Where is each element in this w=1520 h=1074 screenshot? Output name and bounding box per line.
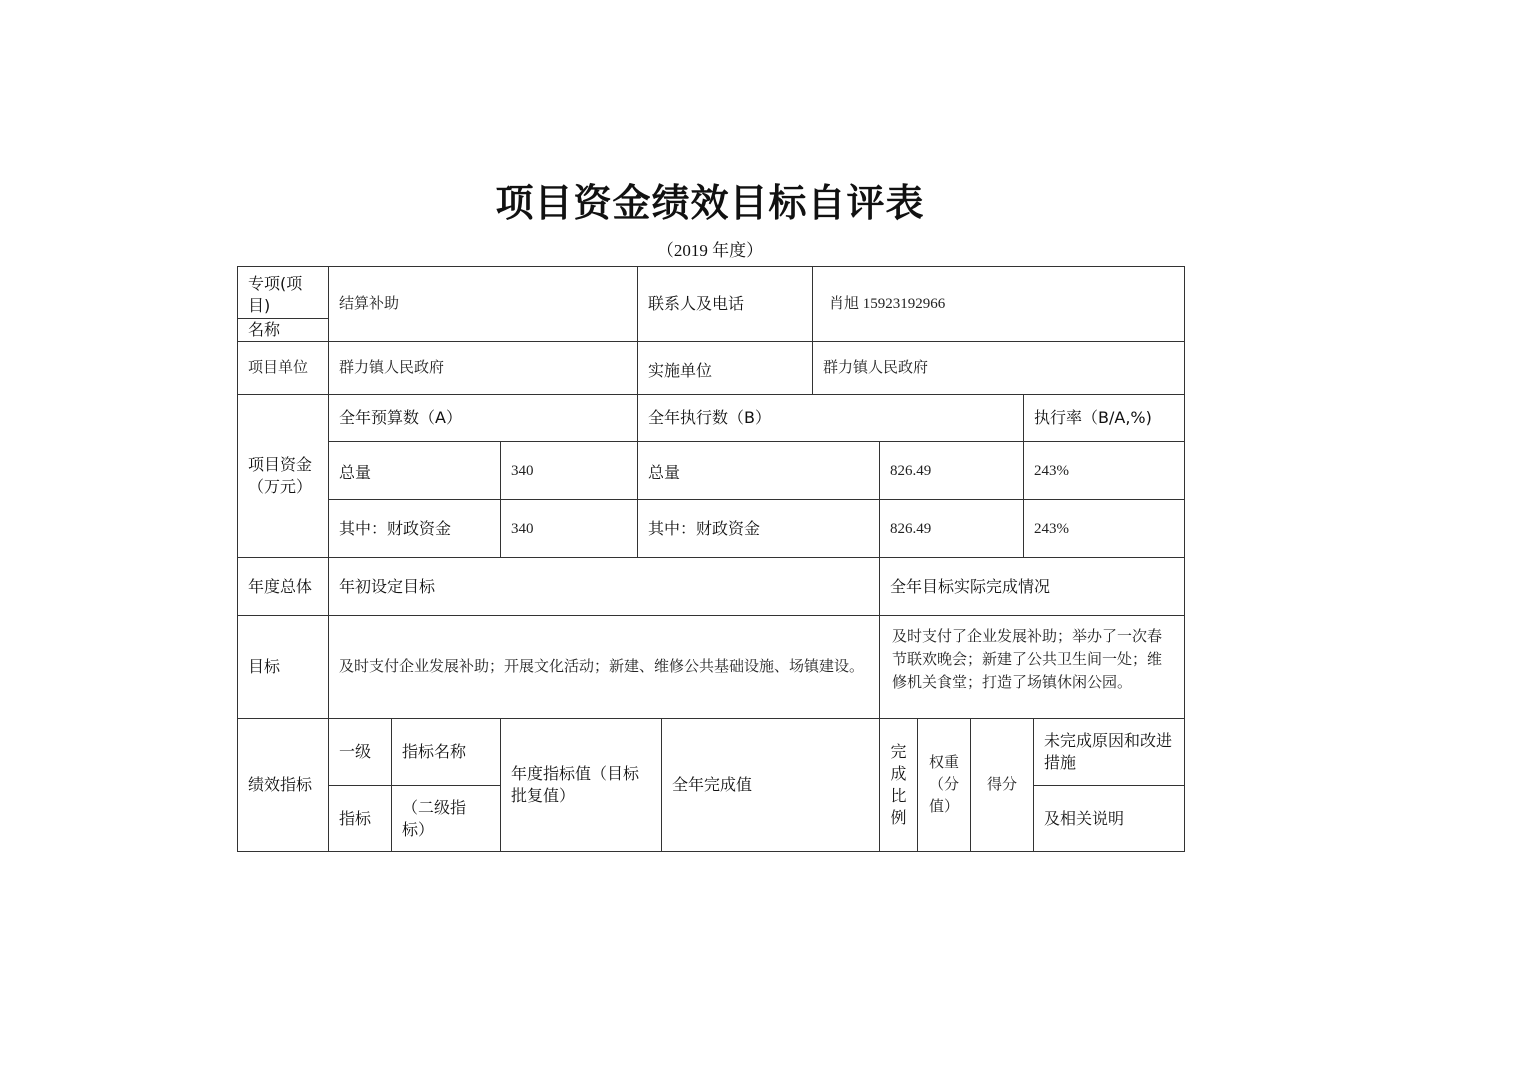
unit-label <box>237 341 329 395</box>
indicators-label <box>237 718 329 852</box>
fiscal-exec-value <box>879 499 1024 558</box>
total-exec-value-text: 826.49 <box>890 462 932 479</box>
reason-header-top-text: 未完成原因和改进措施 <box>1044 731 1173 772</box>
score-header <box>970 718 1034 852</box>
funds-label <box>237 394 329 558</box>
year-subtitle: （2019 年度） <box>656 241 764 260</box>
initial-goal-header-text: 年初设定目标 <box>339 576 436 596</box>
weight-header <box>917 718 971 852</box>
contact-label <box>637 266 813 342</box>
indicator-name-top-text: 指标名称 <box>402 742 467 761</box>
total-exec-label <box>637 441 880 500</box>
total-budget-value <box>500 441 638 500</box>
initial-goal-text-content: 及时支付企业发展补助；开展文化活动；新建、维修公共基础设施、场镇建设。 <box>339 658 865 675</box>
project-name-label-2 <box>237 318 329 342</box>
impl-value <box>812 341 1185 395</box>
full-year-header <box>661 718 880 852</box>
completion-ratio-header <box>879 718 918 852</box>
level1-top-text: 一级 <box>339 742 372 761</box>
fiscal-rate-value <box>1023 499 1185 558</box>
unit-value-text: 群力镇人民政府 <box>339 360 445 376</box>
reason-header-bottom <box>1033 785 1185 852</box>
initial-goal-text <box>328 615 880 719</box>
reason-header-top <box>1033 718 1185 786</box>
actual-goal-header <box>879 557 1185 616</box>
indicator-name-bottom-text: （二级指标） <box>402 797 467 839</box>
total-budget-label <box>328 441 501 500</box>
score-header-text: 得分 <box>986 777 1017 793</box>
initial-goal-header <box>328 557 880 616</box>
fiscal-exec-value-text: 826.49 <box>890 520 932 537</box>
contact-value <box>812 266 1185 342</box>
contact-value-text: 肖旭 15923192966 <box>829 296 946 312</box>
project-name-label-text: 专项(项目) <box>248 274 303 315</box>
goals-label-bottom <box>237 615 329 719</box>
total-rate-value-text: 243% <box>1034 462 1069 479</box>
goals-label-top-text: 年度总体 <box>248 576 313 596</box>
weight-header-text: 权重（分值） <box>928 755 959 815</box>
actual-goal-header-text: 全年目标实际完成情况 <box>890 576 1051 596</box>
fiscal-budget-value <box>500 499 638 558</box>
rate-header <box>1023 394 1185 442</box>
impl-label <box>637 341 813 395</box>
fiscal-budget-value-text: 340 <box>511 520 534 537</box>
fiscal-budget-label <box>328 499 501 558</box>
project-name-value <box>328 266 638 342</box>
total-exec-value <box>879 441 1024 500</box>
actual-goal-text <box>879 615 1185 719</box>
level1-bottom-text: 指标 <box>339 808 372 828</box>
goals-label-top <box>237 557 329 616</box>
budget-header <box>328 394 638 442</box>
level1-bottom <box>328 785 392 852</box>
funds-label-text: 项目资金（万元） <box>248 455 313 496</box>
page-title: 项目资金绩效目标自评表 <box>495 180 925 225</box>
actual-goal-text-content: 及时支付了企业发展补助；举办了一次春节联欢晚会；新建了公共卫生间一处；维修机关食堂；打造了场镇休闲公园。 <box>892 629 1163 691</box>
total-exec-label-text: 总量 <box>648 463 681 482</box>
contact-label-text: 联系人及电话 <box>648 294 745 313</box>
impl-value-text: 群力镇人民政府 <box>823 360 929 376</box>
goals-label-bottom-text: 目标 <box>248 657 281 676</box>
indicator-name-bottom <box>391 785 501 852</box>
full-year-header-text: 全年完成值 <box>672 775 753 794</box>
fiscal-budget-label-text: 其中：财政资金 <box>339 518 452 538</box>
project-name-label-2-text: 名称 <box>248 320 281 339</box>
unit-value <box>328 341 638 395</box>
completion-ratio-header-text: 完成比例 <box>890 742 907 827</box>
fiscal-exec-label-text: 其中：财政资金 <box>648 518 761 538</box>
project-name-label <box>237 266 329 319</box>
reason-header-bottom-text: 及相关说明 <box>1044 808 1125 828</box>
exec-header <box>637 394 1024 442</box>
unit-label-text: 项目单位 <box>248 360 309 376</box>
indicator-name-top <box>391 718 501 786</box>
fiscal-exec-label <box>637 499 880 558</box>
total-budget-label-text: 总量 <box>339 463 372 482</box>
budget-header-text: 全年预算数（A） <box>339 408 462 427</box>
project-name-value-text: 结算补助 <box>339 296 400 312</box>
annual-value-header-text: 年度指标值（目标批复值） <box>511 764 640 805</box>
indicators-label-text: 绩效指标 <box>248 775 313 794</box>
fiscal-rate-value-text: 243% <box>1034 520 1069 537</box>
level1-top <box>328 718 392 786</box>
total-rate-value <box>1023 441 1185 500</box>
annual-value-header <box>500 718 662 852</box>
impl-label-text: 实施单位 <box>648 361 713 380</box>
exec-header-text: 全年执行数（B） <box>648 408 771 427</box>
rate-header-text: 执行率（B/A,%) <box>1034 408 1152 427</box>
total-budget-value-text: 340 <box>511 462 534 479</box>
